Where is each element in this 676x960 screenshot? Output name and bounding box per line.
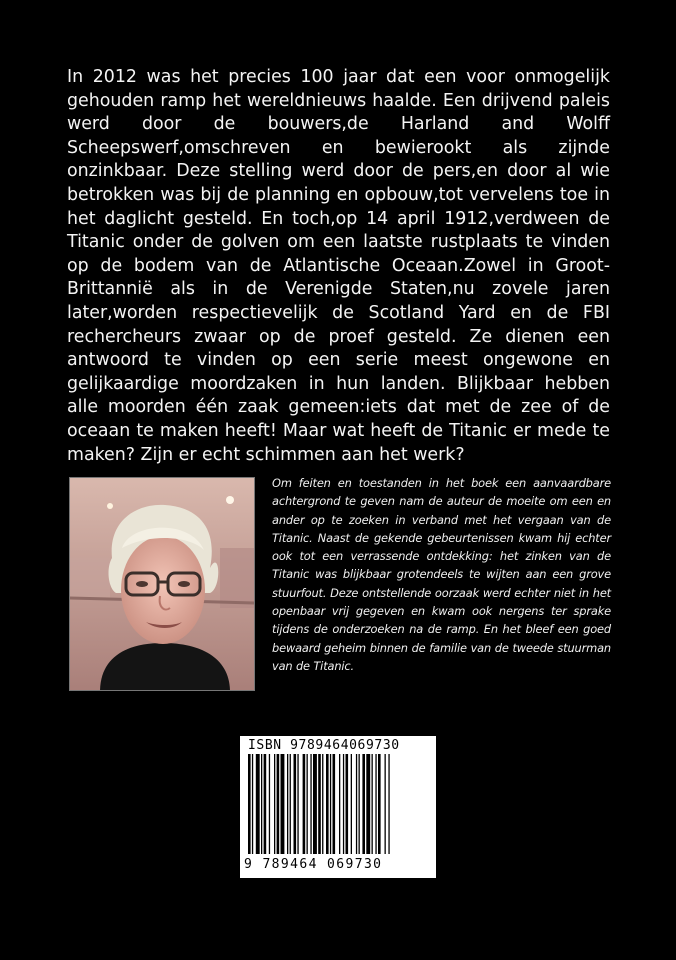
- barcode-bar: [388, 754, 389, 854]
- barcode-bar: [339, 754, 340, 854]
- barcode-bar: [294, 754, 297, 854]
- barcode-bar: [359, 754, 360, 854]
- barcode-bar: [375, 754, 376, 854]
- barcode-bar: [313, 754, 317, 854]
- author-bio: Om feiten en toestanden in het boek een aanvaardbare achtergrond te geven nam de auteur de moeite om een en ander op te zoeken in verband met het vergaan van de Titanic. Naast de gekende gebeurtenissen kwam hij echter ook tot een verrassende ontdekking: het zinken van de Titanic was blijkbaar grotendeels te wijten aan een grove stuurfout. Deze ontstellende oorzaak werd echter niet in het openbaar vrij gegeven en kwam ook nergens ter sprake tijdens de onderzoeken na de ramp. En het bleef een goed bewaard geheim binnen de familie van de tweede stuurman van de Titanic.: [272, 476, 611, 673]
- barcode-bar: [307, 754, 308, 854]
- barcode-bar: [346, 754, 349, 854]
- barcode-bar: [343, 754, 344, 854]
- barcode-bar: [252, 754, 253, 854]
- isbn-digits: 9 789464 069730: [244, 857, 383, 872]
- barcode-bar: [372, 754, 373, 854]
- barcode-bar: [366, 754, 370, 854]
- barcode-bar: [277, 754, 280, 854]
- barcode-bar: [256, 754, 260, 854]
- barcode-bar: [362, 754, 365, 854]
- barcode-bar: [330, 754, 331, 854]
- barcode-bars: [248, 754, 428, 858]
- barcode-bar: [274, 754, 275, 854]
- barcode-bar: [333, 754, 336, 854]
- barcode-bar: [261, 754, 262, 854]
- author-portrait-image: [70, 478, 255, 691]
- barcode-bar: [287, 754, 288, 854]
- back-cover-blurb: In 2012 was het precies 100 jaar dat een voor onmogelijk gehouden ramp het wereldnieuws haalde. Een drijvend paleis werd door de bouwers,de Harland and Wolff Scheepswerf,omschreven en bewierookt als zijnde onzinkbaar. Deze stelling werd door de pers,en door al wie betrokken was bij de planning en opbouw,tot vervelens toe in het daglicht gesteld. En toch,op 14 april 1912,verdween de Titanic onder de golven om een laatste rustplaats te vinden op de bodem van de Atlantische Oceaan.Zowel in Groot-Brittannië als in de Verenigde Staten,nu zovele jaren later,worden respectievelijk de Scotland Yard en de FBI rechercheurs zwaar op de proef gesteld. Ze dienen een antwoord te vinden op een serie meest ongewone en gelijkaardige moordzaken in hun landen. Blijkbaar hebben alle moorden één zaak gemeen:iets dat met de zee of de oceaan te maken heeft! Maar wat heeft de Titanic er mede te maken? Zijn er echt schimmen aan het werk?: [67, 67, 610, 465]
- barcode-bar: [318, 754, 321, 854]
- barcode-bar: [322, 754, 323, 854]
- barcode-bar: [378, 754, 381, 854]
- barcode-bar: [385, 754, 386, 854]
- barcode-bar: [356, 754, 357, 854]
- isbn-barcode: [240, 736, 436, 878]
- barcode-bar: [297, 754, 298, 854]
- author-photo: [69, 477, 255, 691]
- barcode-bar: [351, 754, 352, 854]
- barcode-bar: [269, 754, 270, 854]
- barcode-bar: [281, 754, 285, 854]
- barcode-bar: [264, 754, 267, 854]
- barcode-bar: [303, 754, 306, 854]
- barcode-bar: [290, 754, 291, 854]
- barcode-bar: [326, 754, 329, 854]
- barcode-bar: [248, 754, 251, 854]
- barcode-bar: [310, 754, 311, 854]
- isbn-label: ISBN 9789464069730: [248, 738, 400, 753]
